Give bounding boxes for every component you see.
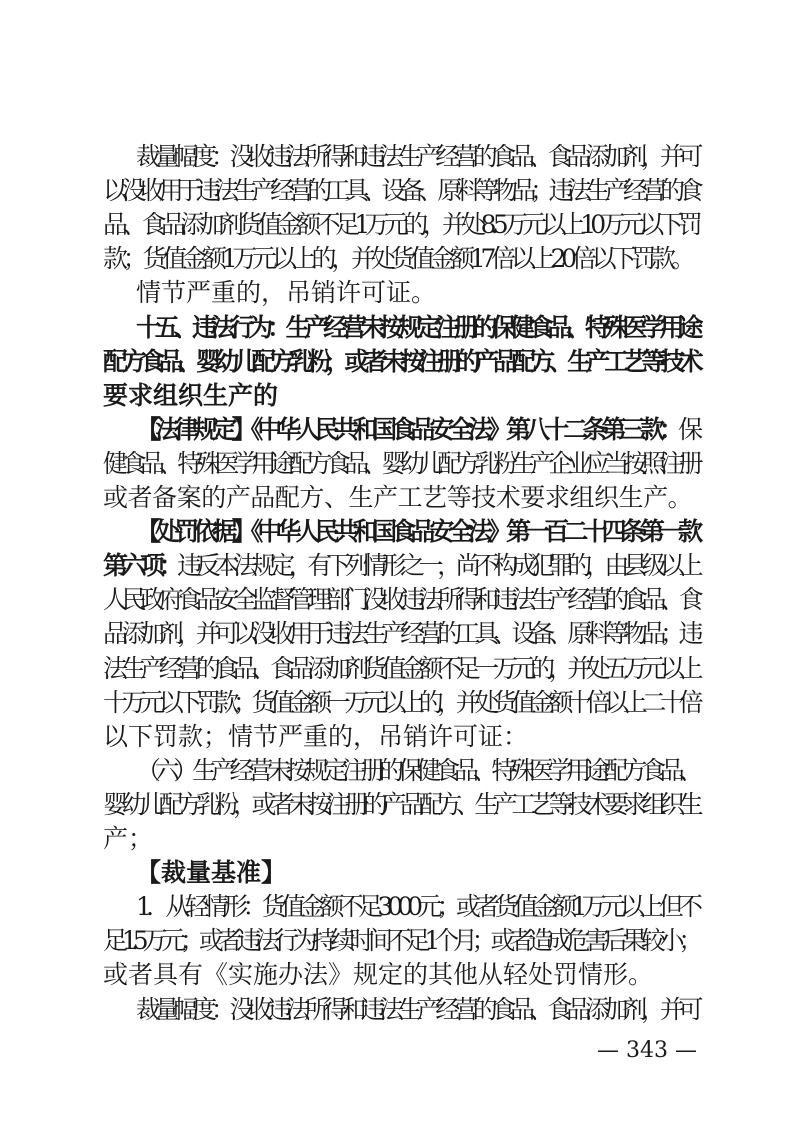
- body-text: 以下罚款；情节严重的，吊销许可证：: [103, 721, 529, 751]
- body-text: 品、食品添加剂货值金额不足1万元的，并处8.5万元以上10万元以下罚: [103, 210, 697, 240]
- text-line: [136, 890, 697, 924]
- text-line: [103, 686, 697, 720]
- text-line: [136, 993, 697, 1027]
- body-text: 健食品、特殊医学用途配方食品、婴幼儿配方乳粉生产企业应当按照注册: [103, 448, 697, 478]
- text-line: [103, 174, 697, 208]
- text-line: [103, 788, 697, 822]
- body-text: 保: [678, 414, 697, 444]
- text-line: [103, 822, 697, 856]
- text-line: [103, 549, 697, 583]
- body-text: 十万元以下罚款；货值金额一万元以上的，并处货值金额十倍以上二十倍: [103, 687, 697, 717]
- body-text: 法生产经营的食品、食品添加剂货值金额不足一万元的，并处五万元以上: [103, 653, 697, 683]
- body-text: 以没收用于违法生产经营的工具、设备、原料等物品；违法生产经营的食: [103, 176, 697, 206]
- body-text: 或者具有《实施办法》规定的其他从轻处罚情形。: [103, 960, 654, 990]
- text-line: [103, 208, 697, 242]
- text-line: [136, 754, 697, 788]
- body-text: 人民政府食品安全监督管理部门没收违法所得和违法生产经营的食品、食: [103, 585, 697, 615]
- bold-text: 第六项：: [103, 551, 178, 581]
- bold-text: 十五、违法行为：生产经营未按规定注册的保健食品、特殊医学用途: [136, 312, 697, 342]
- body-text: 产；: [103, 824, 154, 853]
- text-line: [103, 583, 697, 617]
- text-line: [103, 924, 697, 958]
- body-text: 裁量幅度：没收违法所得和违法生产经营的食品、食品添加剂，并可: [136, 994, 697, 1024]
- text-line: [103, 720, 697, 754]
- text-line: [136, 140, 697, 174]
- text-line: [103, 242, 697, 276]
- text-line: [103, 447, 697, 481]
- text-line: [103, 958, 697, 992]
- text-line: [103, 345, 697, 379]
- text-line: [103, 652, 697, 686]
- text-line: [136, 413, 697, 447]
- text-line: [103, 379, 697, 413]
- text-line: [136, 276, 697, 310]
- text-line: [103, 481, 697, 515]
- body-text: 违反本法规定，有下列情形之一，尚不构成犯罪的，由县级以上: [177, 551, 697, 581]
- bold-text: 要求组织生产的: [103, 380, 279, 410]
- bold-text: 【处罚依据】《中华人民共和国食品安全法》第一百二十四条第一款: [136, 517, 697, 547]
- body-text: 情节严重的，吊销许可证。: [136, 278, 437, 308]
- text-line: [103, 617, 697, 651]
- body-text: 或者备案的产品配方、生产工艺等技术要求组织生产。: [103, 483, 693, 512]
- body-text: 1．从轻情形：货值金额不足3000元；或者货值金额1万元以上但不: [136, 892, 697, 922]
- text-line: [136, 311, 697, 345]
- bold-text: 【法律规定】《中华人民共和国食品安全法》第八十二条第三款：: [136, 414, 679, 444]
- body-text: （六）生产经营未按规定注册的保健食品、特殊医学用途配方食品、: [136, 755, 697, 785]
- body-text: 裁量幅度：没收违法所得和违法生产经营的食品、食品添加剂，并可: [136, 142, 697, 171]
- bold-text: 配方食品、婴幼儿配方乳粉，或者未按注册的产品配方、生产工艺等技术: [103, 346, 697, 376]
- text-line: [136, 856, 697, 890]
- page-number: — 343 —: [597, 1038, 697, 1063]
- body-text: 款；货值金额1万元以上的，并处货值金额17倍以上20倍以下罚款。: [103, 244, 691, 274]
- text-line: [136, 515, 697, 549]
- bold-text: 【裁量基准】: [136, 858, 287, 888]
- body-text: 婴幼儿配方乳粉，或者未按注册的产品配方、生产工艺等技术要求组织生: [103, 789, 697, 819]
- body-text: 品添加剂，并可以没收用于违法生产经营的工具、设备、原料等物品；违: [103, 619, 697, 649]
- body-text: 足1.5万元；或者违法行为持续时间不足1个月；或者造成危害后果较小；: [103, 926, 697, 956]
